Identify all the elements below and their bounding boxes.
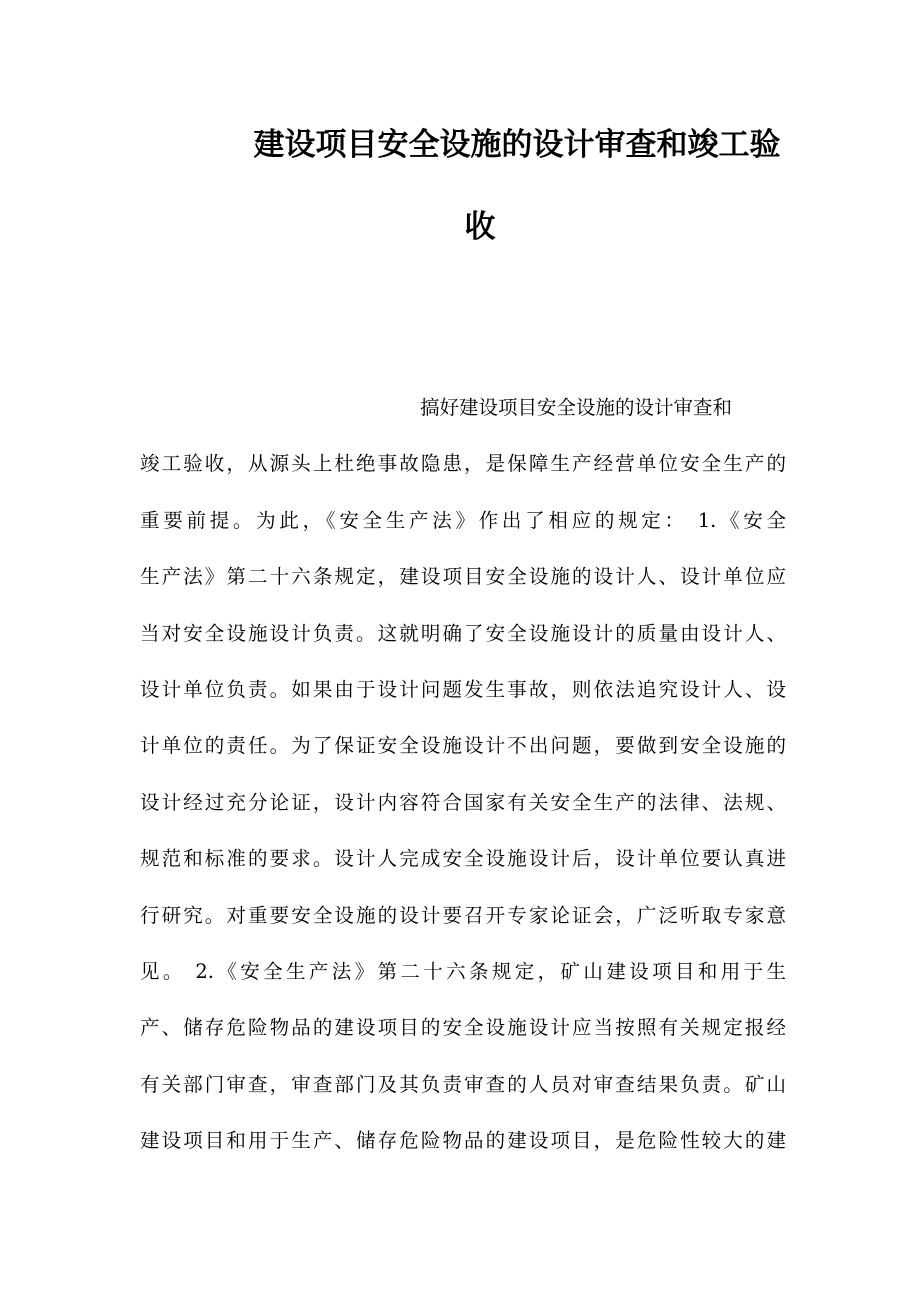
body-line: 见。 2.《安全生产法》第二十六条规定，矿山建设项目和用于生 [140, 959, 786, 983]
body-line: 生产法》第二十六条规定，建设项目安全设施的设计人、设计单位应 [140, 565, 786, 589]
body-line: 行研究。对重要安全设施的设计要召开专家论证会，广泛听取专家意 [140, 903, 786, 927]
body-line: 当对安全设施设计负责。这就明确了安全设施设计的质量由设计人、 [140, 621, 786, 645]
body-line: 竣工验收，从源头上杜绝事故隐患，是保障生产经营单位安全生产的 [140, 452, 786, 476]
body-line: 搞好建设项目安全设施的设计审查和 [420, 396, 733, 419]
body-line: 建设项目和用于生产、储存危险物品的建设项目，是危险性较大的建 [140, 1129, 786, 1153]
body-line: 产、储存危险物品的建设项目的安全设施设计应当按照有关规定报经 [140, 1016, 786, 1040]
title-line-1: 建设项目安全设施的设计审查和竣工验 [253, 127, 781, 163]
document-title [140, 104, 820, 268]
body-line: 规范和标准的要求。设计人完成安全设施设计后，设计单位要认真进 [140, 847, 786, 871]
body-line: 重要前提。为此，《安全生产法》作出了相应的规定： 1.《安全 [140, 508, 786, 532]
title-line-2: 收 [464, 209, 496, 245]
body-line: 有关部门审查，审查部门及其负责审查的人员对审查结果负责。矿山 [140, 1072, 786, 1096]
body-line: 设计经过充分论证，设计内容符合国家有关安全生产的法律、法规、 [140, 790, 786, 814]
body-line: 设计单位负责。如果由于设计问题发生事故，则依法追究设计人、设 [140, 677, 786, 701]
body-line: 计单位的责任。为了保证安全设施设计不出问题，要做到安全设施的 [140, 734, 786, 758]
document-body [140, 380, 786, 1169]
